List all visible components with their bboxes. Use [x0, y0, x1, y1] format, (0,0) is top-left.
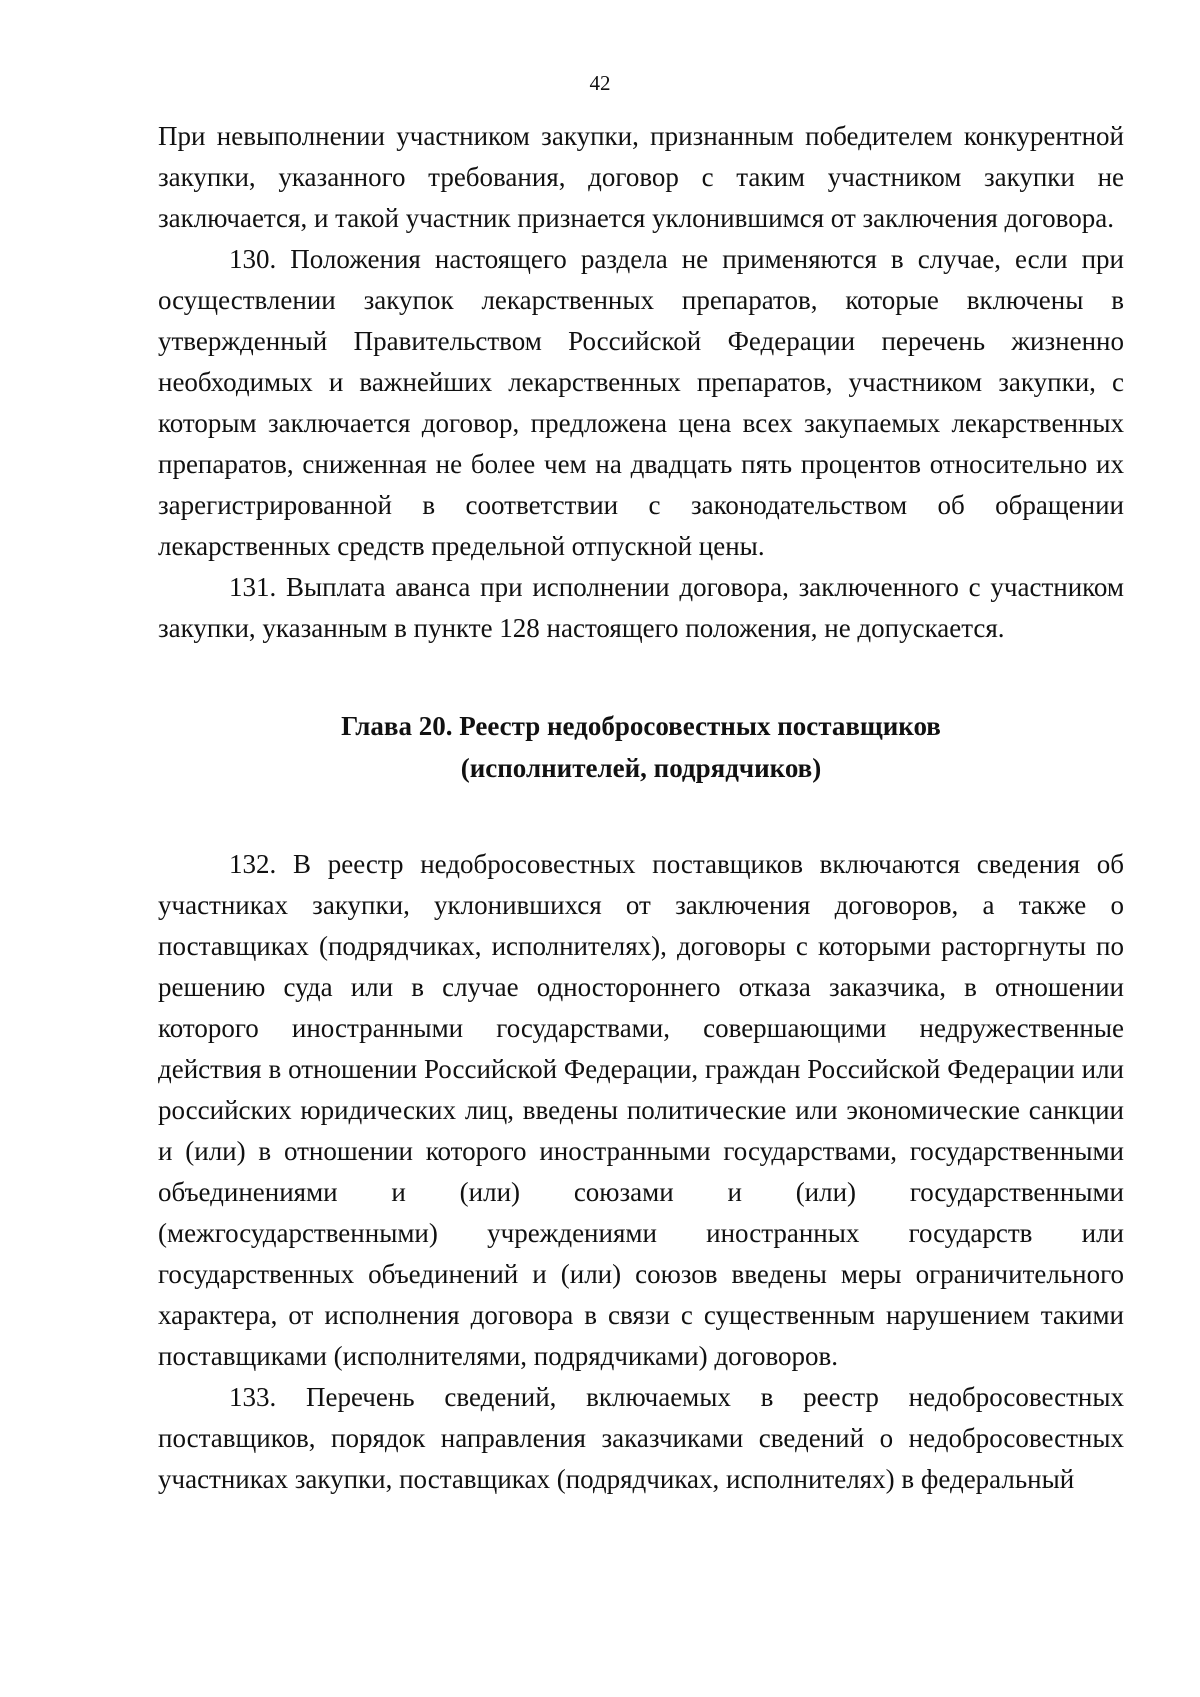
- paragraph-133: 133. Перечень сведений, включаемых в реестр недобросовестных поставщиков, порядок направления заказчиками сведений о недобросовестных участниках закупки, поставщиках (подрядчиках, исполнителях) в федеральный: [158, 1382, 1124, 1494]
- paragraph-132: 132. В реестр недобросовестных поставщиков включаются сведения об участниках закупки, уклонившихся от заключения договоров, а также о поставщиках (подрядчиках, исполнителях), договоры с которыми расторгнуты по решению суда или в случае одностороннего отказа заказчика, в отношении которого иностранными государствами, совершающими недружественные действия в отношении Российской Федерации, граждан Российской Федерации или российских юридических лиц, введены политические или экономические санкции и (или) в отношении которого иностранными государствами, государственными объединениями и (или) союзами и (или) государственными (межгосударственными) учреждениями иностранных государств или государственных объединений и (или) союзов введены меры ограничительного характера, от исполнения договора в связи с существенным нарушением такими поставщиками (исполнителями, подрядчиками) договоров.: [158, 849, 1124, 1371]
- chapter-heading-line-1: Глава 20. Реестр недобросовестных поставщиков: [341, 711, 941, 741]
- chapter-heading-line-2: (исполнителей, подрядчиков): [460, 753, 822, 783]
- document-body: [158, 116, 1124, 1500]
- paragraph-130: 130. Положения настоящего раздела не применяются в случае, если при осуществлении закупок лекарственных препаратов, которые включены в утвержденный Правительством Российской Федерации перечень жизненно необходимых и важнейших лекарственных препаратов, участником закупки, с которым заключается договор, предложена цена всех закупаемых лекарственных препаратов, сниженная не более чем на двадцать пять процентов относительно их зарегистрированной в соответствии с законодательством об обращении лекарственных средств предельной отпускной цены.: [158, 244, 1124, 561]
- chapter-heading: [158, 705, 1124, 789]
- page-number: 42: [589, 71, 611, 95]
- paragraph-continuation: При невыполнении участником закупки, признанным победителем конкурентной закупки, указанного требования, договор с таким участником закупки не заключается, и такой участник признается уклонившимся от заключения договора.: [158, 121, 1124, 233]
- paragraph-131: 131. Выплата аванса при исполнении договора, заключенного с участником закупки, указанным в пункте 128 настоящего положения, не допускается.: [158, 572, 1124, 643]
